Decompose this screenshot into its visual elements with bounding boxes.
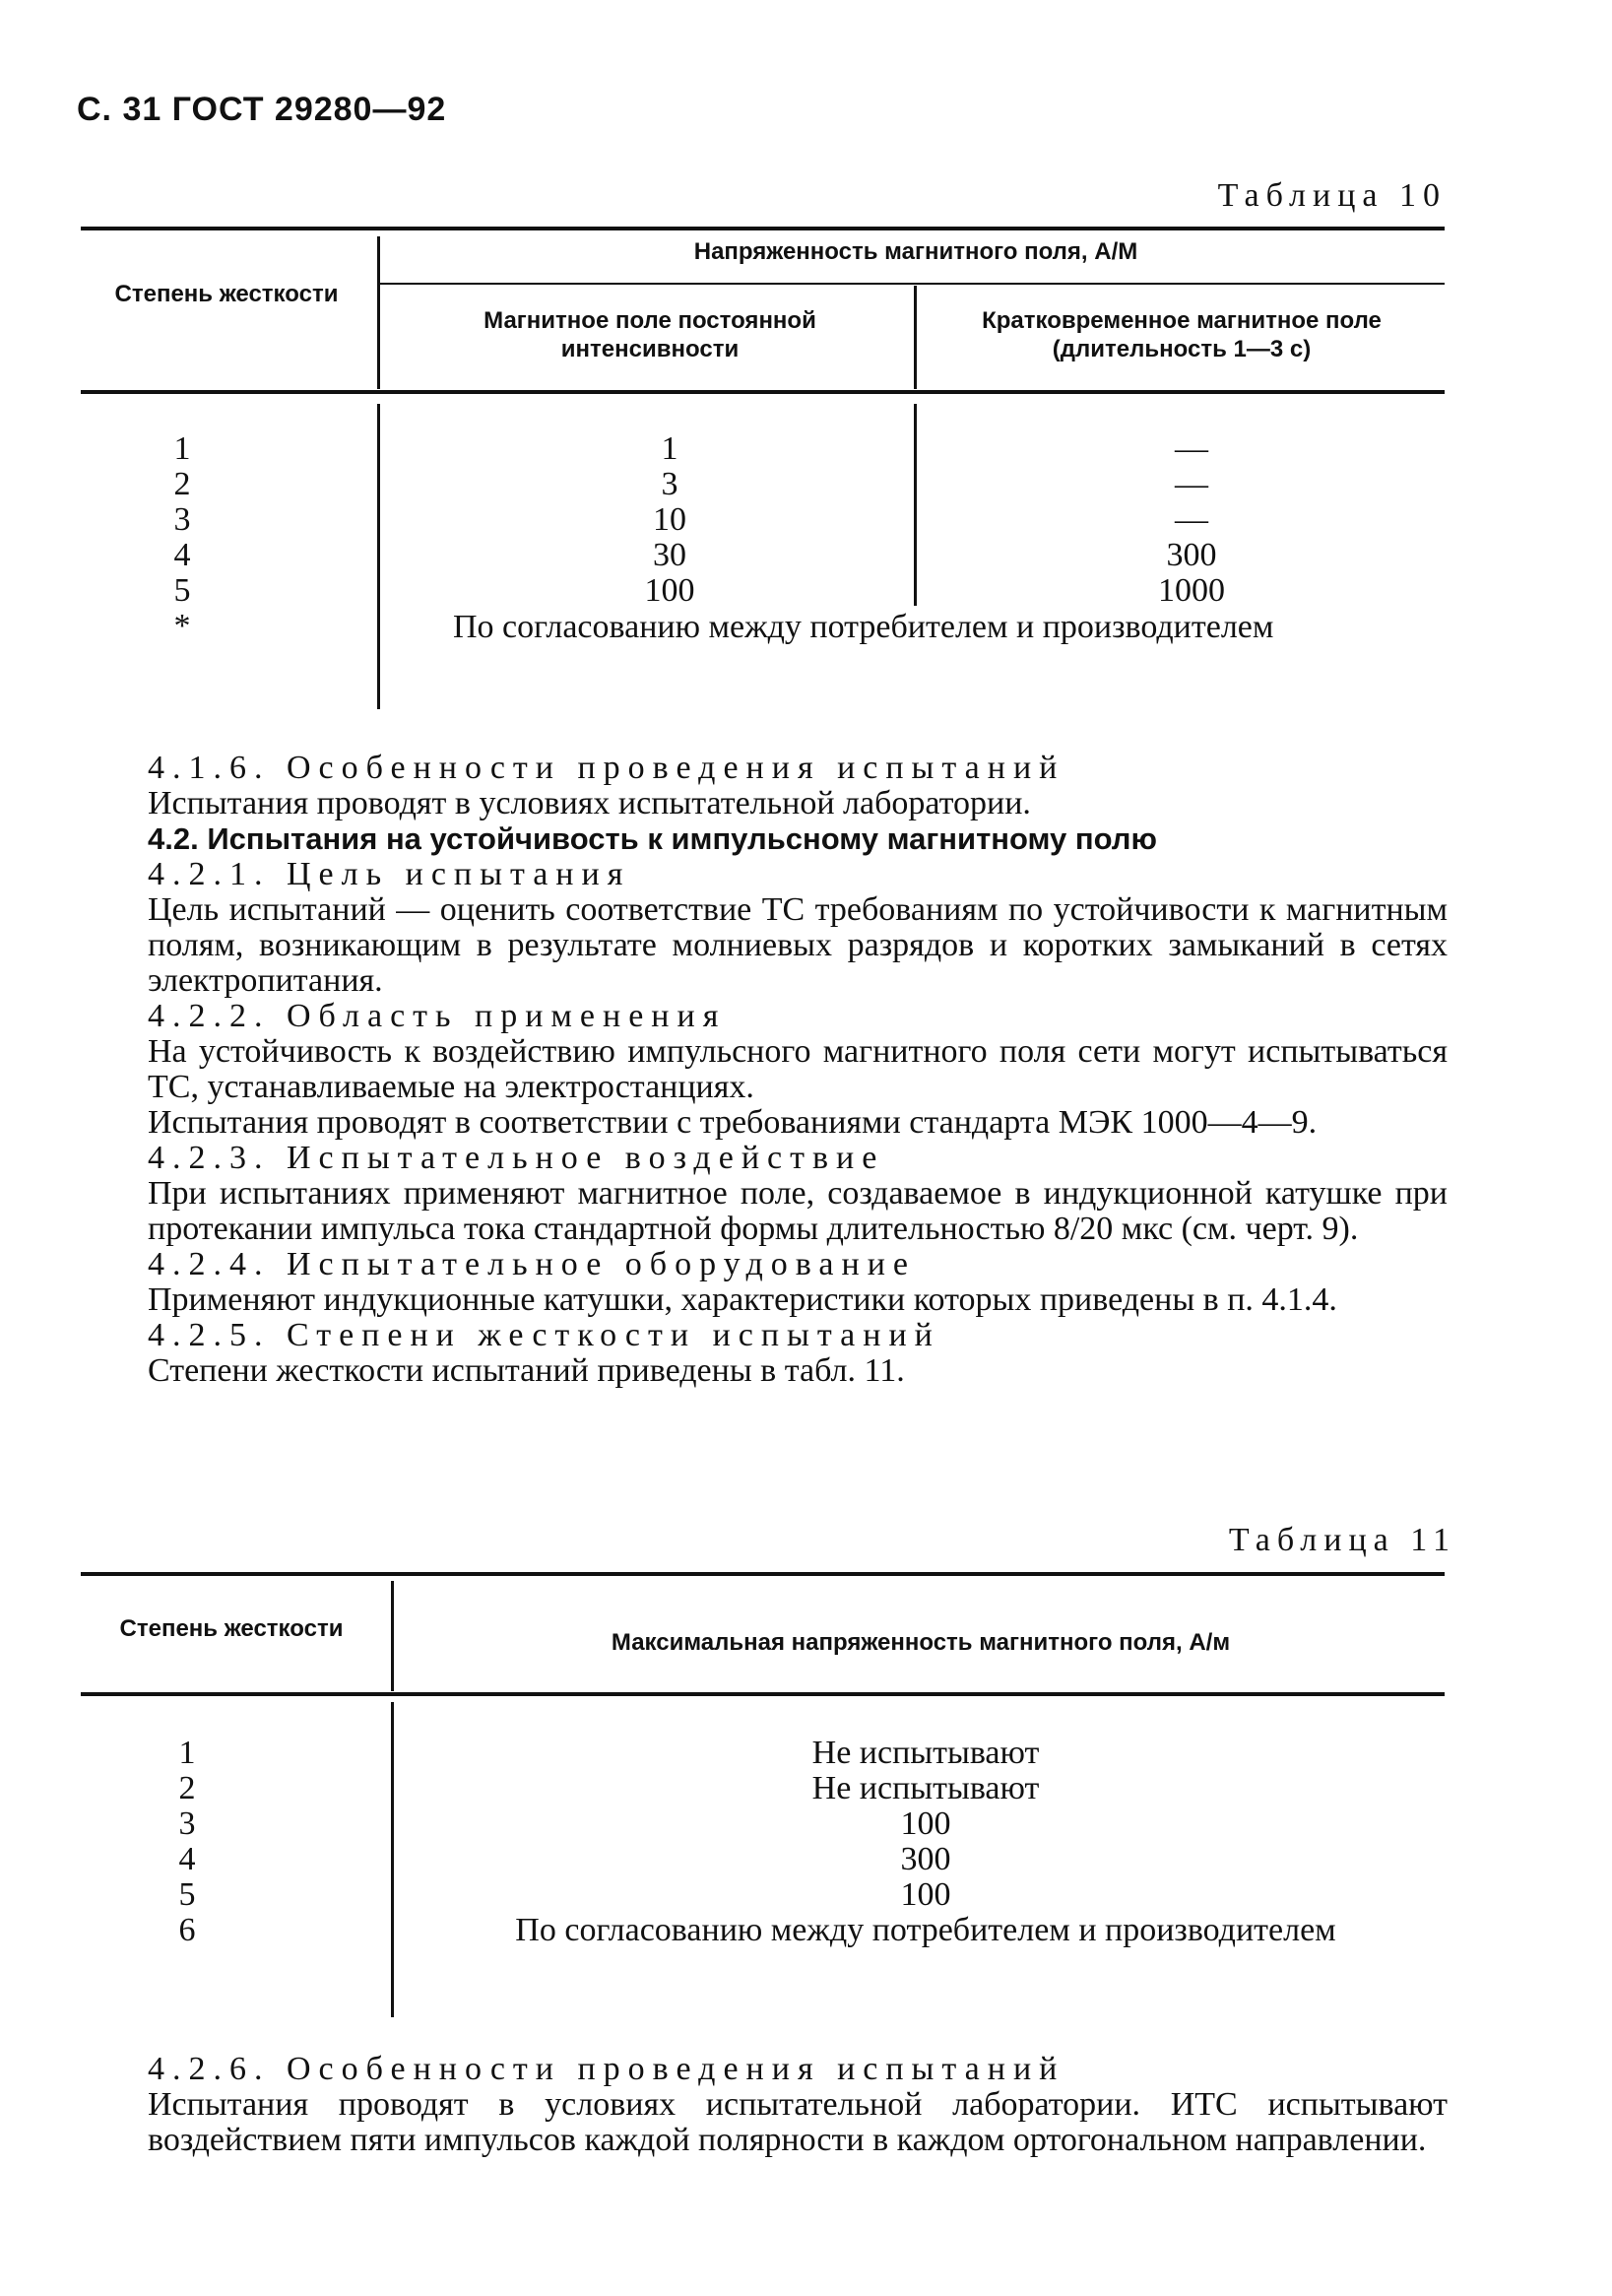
table11-levels (138, 1736, 236, 1948)
section-4-2-1-text: Цель испытаний — оценить соответствие ТС требованиям по устойчивости к магнитным полям, возникающим в результате молниевых разрядов и коротких замыканий в сетях электропитания. (148, 891, 1448, 999)
table10-constant-value: 1 (661, 430, 678, 467)
table10-col2-header: Магнитное поле постоянной интенсивности (484, 307, 816, 362)
table10-short-value: — (1175, 501, 1208, 538)
table11-value: 100 (900, 1876, 951, 1913)
table11-level: 5 (178, 1876, 196, 1913)
table10-constant-value: 3 (661, 466, 678, 502)
table10-level: 3 (173, 501, 191, 538)
table10-short-value: 1000 (1158, 572, 1225, 609)
table10-header-rule (81, 390, 1445, 394)
table10-constant-value: 100 (644, 572, 695, 609)
table10-level: 2 (173, 466, 191, 502)
table11-level: 3 (178, 1805, 196, 1842)
table10-constant-value: 10 (653, 501, 686, 538)
table11-value: Не испытывают (811, 1735, 1040, 1771)
table11-col1-header: Степень жесткости (119, 1615, 344, 1642)
table11-value: Не испытывают (811, 1770, 1040, 1806)
table11-vline-head (391, 1581, 394, 1691)
table10-short-value: — (1175, 466, 1208, 502)
section-4-2-2-title: 4.2.2. Область применения (148, 998, 727, 1034)
table10-level: * (173, 608, 191, 644)
table11-value: По согласованию между потребителем и производителем (515, 1912, 1336, 1948)
table10-short-value: 300 (1166, 537, 1217, 573)
section-4-2-5-text: Степени жесткости испытаний приведены в табл. 11. (148, 1352, 905, 1389)
section-4-2-5-title: 4.2.5. Степени жесткости испытаний (148, 1317, 940, 1353)
table10-levels (133, 431, 231, 644)
section-4-2-2-text-1: На устойчивость к воздействию импульсного магнитного поля сети могут испытываться ТС, устанавливаемые на электростанциях. (148, 1033, 1448, 1105)
table11-level: 6 (178, 1912, 196, 1948)
table10-top-rule (81, 227, 1445, 230)
section-4-2-3-title: 4.2.3. Испытательное воздействие (148, 1140, 885, 1176)
table11-vline-body (391, 1702, 394, 2017)
table10-level: 4 (173, 537, 191, 573)
table11-value: 100 (900, 1805, 951, 1842)
table11-value: 300 (900, 1841, 951, 1877)
table10-level: 1 (173, 430, 191, 467)
section-4-2-4-title: 4.2.4. Испытательное оборудование (148, 1246, 916, 1282)
table10-short-values (1073, 431, 1310, 609)
section-4-2-1-title: 4.2.1. Цель испытания (148, 856, 631, 892)
section-4-2-3-text: При испытаниях применяют магнитное поле, создаваемое в индукционной катушке при протекании импульса тока стандартной формы длительностью 8/20 мкс (см. черт. 9). (148, 1175, 1448, 1247)
section-4-2-6 (148, 2052, 1448, 2158)
section-4-1-6-title: 4.1.6. Особенности проведения испытаний (148, 750, 1065, 786)
table11-caption: Таблица 11 (1228, 1522, 1456, 1558)
page-header: С. 31 ГОСТ 29280—92 (77, 91, 447, 128)
table10-span-row: По согласованию между потребителем и производителем (453, 609, 1274, 645)
table10-vline-1-head (377, 236, 380, 389)
section-4-2-4-text: Применяют индукционные катушки, характеристики которых приведены в п. 4.1.4. (148, 1281, 1337, 1318)
table11-level: 1 (178, 1735, 196, 1771)
table11-top-rule (81, 1572, 1445, 1576)
table10-vline-1-body (377, 404, 380, 709)
table10-level: 5 (173, 572, 191, 609)
sections-4-1-6-to-4-2-5 (148, 751, 1448, 1389)
table10-vline-2-body (914, 404, 917, 606)
table10-col1-header: Степень жесткости (114, 281, 339, 307)
section-4-2-6-text: Испытания проводят в условиях испытательной лаборатории. ИТС испытывают воздействием пяти импульсов каждой полярности в каждом ортогональном направлении. (148, 2086, 1448, 2158)
table10-constant-value: 30 (653, 537, 686, 573)
table11-header-rule (81, 1692, 1445, 1696)
table11-col2-header: Максимальная напряженность магнитного поля, А/м (611, 1629, 1231, 1656)
table10-short-value: — (1175, 430, 1208, 467)
section-4-1-6-text: Испытания проводят в условиях испытательной лаборатории. (148, 785, 1031, 821)
section-4-2-2-text-2: Испытания проводят в соответствии с требованиями стандарта МЭК 1000—4—9. (148, 1104, 1318, 1141)
table10-col3-header: Кратковременное магнитное поле (длительность 1—3 с) (982, 307, 1382, 362)
table10-constant-values (551, 431, 788, 609)
table11-values (414, 1736, 1438, 1948)
section-4-2-6-title: 4.2.6. Особенности проведения испытаний (148, 2051, 1065, 2087)
table10-group-rule (379, 283, 1445, 285)
table11-level: 2 (178, 1770, 196, 1806)
table10-caption: Таблица 10 (1217, 177, 1447, 214)
table11-level: 4 (178, 1841, 196, 1877)
table10-vline-2-head (914, 286, 917, 389)
section-4-2-title: 4.2. Испытания на устойчивость к импульсному магнитному полю (148, 821, 1157, 856)
table10-group-header: Напряженность магнитного поля, А/М (693, 238, 1138, 265)
